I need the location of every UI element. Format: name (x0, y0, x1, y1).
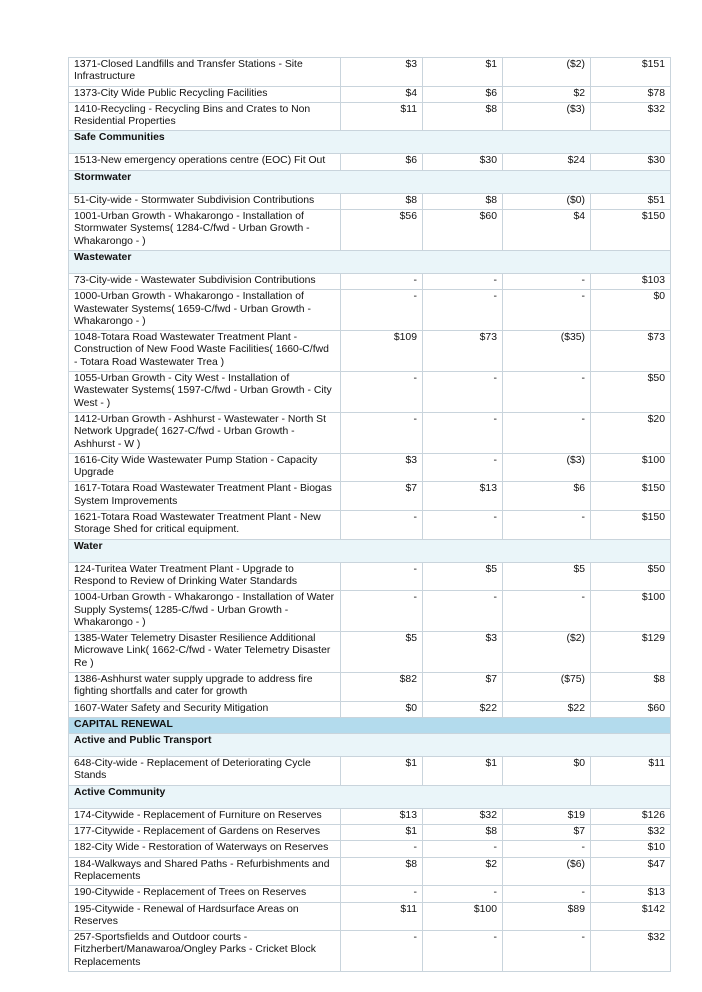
table-row (69, 453, 671, 482)
row-description: 1386-Ashhurst water supply upgrade to address fire fighting shortfalls and cater for growth (69, 672, 341, 701)
row-value-3: ($6) (503, 857, 591, 886)
row-value-2: $8 (423, 825, 503, 841)
table-row (69, 672, 671, 701)
row-description: 124-Turitea Water Treatment Plant - Upgrade to Respond to Review of Drinking Water Standards (69, 562, 341, 591)
row-value-4: $129 (591, 632, 671, 673)
group-title: Safe Communities (69, 131, 671, 154)
row-value-2: $73 (423, 331, 503, 372)
table-row (69, 841, 671, 857)
row-value-1: - (341, 591, 423, 632)
row-description: 1410-Recycling - Recycling Bins and Crates to Non Residential Properties (69, 102, 341, 131)
row-value-4: $150 (591, 210, 671, 251)
row-value-1: $3 (341, 453, 423, 482)
row-value-3: - (503, 886, 591, 902)
budget-table (68, 57, 671, 972)
row-value-3: - (503, 412, 591, 453)
table-row (69, 511, 671, 540)
row-value-4: $11 (591, 757, 671, 786)
row-value-3: ($2) (503, 632, 591, 673)
row-value-4: $47 (591, 857, 671, 886)
row-value-1: - (341, 841, 423, 857)
row-value-3: $24 (503, 154, 591, 170)
row-value-2: $60 (423, 210, 503, 251)
row-value-1: $82 (341, 672, 423, 701)
row-value-1: $11 (341, 902, 423, 931)
row-value-2: $8 (423, 102, 503, 131)
row-value-2: - (423, 290, 503, 331)
row-value-1: $13 (341, 808, 423, 824)
row-description: 182-City Wide - Restoration of Waterways on Reserves (69, 841, 341, 857)
row-value-1: - (341, 886, 423, 902)
row-value-2: $32 (423, 808, 503, 824)
row-value-4: $51 (591, 193, 671, 209)
row-value-3: - (503, 273, 591, 289)
group-title: Wastewater (69, 250, 671, 273)
section-title: CAPITAL RENEWAL (69, 717, 671, 733)
group-title: Stormwater (69, 170, 671, 193)
row-value-2: - (423, 931, 503, 972)
table-row (69, 290, 671, 331)
row-value-4: $32 (591, 102, 671, 131)
row-value-2: - (423, 453, 503, 482)
row-value-4: $78 (591, 86, 671, 102)
row-description: 1001-Urban Growth - Whakarongo - Installation of Stormwater Systems( 1284-C/fwd - Urban Growth - Whakarongo - ) (69, 210, 341, 251)
row-value-1: $6 (341, 154, 423, 170)
row-value-3: - (503, 290, 591, 331)
table-row (69, 902, 671, 931)
row-value-4: $10 (591, 841, 671, 857)
row-value-3: - (503, 511, 591, 540)
row-value-1: - (341, 290, 423, 331)
row-description: 1607-Water Safety and Security Mitigation (69, 701, 341, 717)
table-row (69, 701, 671, 717)
row-value-3: ($35) (503, 331, 591, 372)
table-row (69, 102, 671, 131)
row-description: 1412-Urban Growth - Ashhurst - Wastewater - North St Network Upgrade( 1627-C/fwd - Urban Growth - Ashhurst - W ) (69, 412, 341, 453)
row-value-2: - (423, 591, 503, 632)
row-value-3: $19 (503, 808, 591, 824)
row-value-4: $50 (591, 372, 671, 413)
table-row (69, 331, 671, 372)
group-title: Active and Public Transport (69, 734, 671, 757)
row-description: 184-Walkways and Shared Paths - Refurbishments and Replacements (69, 857, 341, 886)
row-value-1: $0 (341, 701, 423, 717)
row-value-4: $60 (591, 701, 671, 717)
row-value-1: $1 (341, 825, 423, 841)
row-value-4: $142 (591, 902, 671, 931)
table-row (69, 562, 671, 591)
row-value-3: - (503, 372, 591, 413)
group-title: Water (69, 539, 671, 562)
table-row (69, 757, 671, 786)
row-value-1: $4 (341, 86, 423, 102)
table-row (69, 154, 671, 170)
row-value-2: - (423, 372, 503, 413)
row-description: 195-Citywide - Renewal of Hardsurface Areas on Reserves (69, 902, 341, 931)
row-value-2: $8 (423, 193, 503, 209)
row-value-4: $32 (591, 931, 671, 972)
row-value-3: $89 (503, 902, 591, 931)
row-value-1: - (341, 562, 423, 591)
table-body (69, 58, 671, 972)
row-value-3: ($0) (503, 193, 591, 209)
table-row (69, 372, 671, 413)
row-value-3: ($75) (503, 672, 591, 701)
table-row (69, 886, 671, 902)
row-description: 1617-Totara Road Wastewater Treatment Plant - Biogas System Improvements (69, 482, 341, 511)
row-description: 1616-City Wide Wastewater Pump Station - Capacity Upgrade (69, 453, 341, 482)
group-header-row (69, 734, 671, 757)
row-description: 1513-New emergency operations centre (EOC) Fit Out (69, 154, 341, 170)
row-value-3: ($3) (503, 453, 591, 482)
row-description: 1621-Totara Road Wastewater Treatment Plant - New Storage Shed for critical equipment. (69, 511, 341, 540)
row-value-1: - (341, 511, 423, 540)
row-value-2: $7 (423, 672, 503, 701)
table-row (69, 210, 671, 251)
row-value-2: - (423, 412, 503, 453)
row-description: 1004-Urban Growth - Whakarongo - Installation of Water Supply Systems( 1285-C/fwd - Urban Growth - Whakarongo - ) (69, 591, 341, 632)
row-value-1: $56 (341, 210, 423, 251)
row-value-2: $22 (423, 701, 503, 717)
row-value-1: $1 (341, 757, 423, 786)
table-row (69, 591, 671, 632)
row-description: 1371-Closed Landfills and Transfer Stations - Site Infrastructure (69, 58, 341, 87)
table-row (69, 931, 671, 972)
row-description: 1000-Urban Growth - Whakarongo - Installation of Wastewater Systems( 1659-C/fwd - Urban Growth - Whakarongo - ) (69, 290, 341, 331)
group-header-row (69, 170, 671, 193)
row-value-2: - (423, 511, 503, 540)
row-value-3: $0 (503, 757, 591, 786)
row-description: 73-City-wide - Wastewater Subdivision Contributions (69, 273, 341, 289)
row-value-2: $2 (423, 857, 503, 886)
group-header-row (69, 785, 671, 808)
row-value-3: $5 (503, 562, 591, 591)
row-value-4: $50 (591, 562, 671, 591)
row-value-4: $150 (591, 511, 671, 540)
row-value-1: $8 (341, 857, 423, 886)
row-value-2: - (423, 273, 503, 289)
row-value-3: $22 (503, 701, 591, 717)
row-value-4: $20 (591, 412, 671, 453)
group-header-row (69, 131, 671, 154)
row-value-3: $4 (503, 210, 591, 251)
row-value-1: $11 (341, 102, 423, 131)
row-value-4: $151 (591, 58, 671, 87)
row-value-4: $100 (591, 591, 671, 632)
row-value-2: $5 (423, 562, 503, 591)
table-row (69, 412, 671, 453)
table-row (69, 86, 671, 102)
section-header-row (69, 717, 671, 733)
row-value-2: $1 (423, 58, 503, 87)
row-value-3: $2 (503, 86, 591, 102)
row-value-3: ($3) (503, 102, 591, 131)
table-row (69, 482, 671, 511)
row-value-2: - (423, 841, 503, 857)
row-value-2: $30 (423, 154, 503, 170)
row-value-1: - (341, 273, 423, 289)
row-value-1: - (341, 372, 423, 413)
row-description: 1373-City Wide Public Recycling Facilities (69, 86, 341, 102)
table-row (69, 58, 671, 87)
row-value-3: ($2) (503, 58, 591, 87)
row-description: 177-Citywide - Replacement of Gardens on Reserves (69, 825, 341, 841)
row-value-1: $7 (341, 482, 423, 511)
row-value-4: $73 (591, 331, 671, 372)
table-row (69, 857, 671, 886)
row-value-4: $126 (591, 808, 671, 824)
row-value-2: $13 (423, 482, 503, 511)
row-value-1: $8 (341, 193, 423, 209)
row-value-1: $5 (341, 632, 423, 673)
row-value-4: $32 (591, 825, 671, 841)
group-header-row (69, 250, 671, 273)
row-value-3: - (503, 591, 591, 632)
row-description: 1055-Urban Growth - City West - Installation of Wastewater Systems( 1597-C/fwd - Urban Growth - City West - ) (69, 372, 341, 413)
row-value-4: $103 (591, 273, 671, 289)
row-value-1: - (341, 412, 423, 453)
row-value-4: $30 (591, 154, 671, 170)
row-description: 174-Citywide - Replacement of Furniture on Reserves (69, 808, 341, 824)
row-description: 1385-Water Telemetry Disaster Resilience Additional Microwave Link( 1662-C/fwd - Water Telemetry Disaster Re ) (69, 632, 341, 673)
row-value-2: $1 (423, 757, 503, 786)
row-value-1: $109 (341, 331, 423, 372)
row-value-2: $3 (423, 632, 503, 673)
row-value-4: $100 (591, 453, 671, 482)
row-value-3: - (503, 841, 591, 857)
table-row (69, 273, 671, 289)
group-title: Active Community (69, 785, 671, 808)
row-value-4: $13 (591, 886, 671, 902)
row-value-2: $6 (423, 86, 503, 102)
row-value-4: $150 (591, 482, 671, 511)
row-value-2: $100 (423, 902, 503, 931)
row-description: 190-Citywide - Replacement of Trees on Reserves (69, 886, 341, 902)
row-value-3: $7 (503, 825, 591, 841)
row-value-1: $3 (341, 58, 423, 87)
row-description: 51-City-wide - Stormwater Subdivision Contributions (69, 193, 341, 209)
group-header-row (69, 539, 671, 562)
table-row (69, 825, 671, 841)
row-description: 1048-Totara Road Wastewater Treatment Plant - Construction of New Food Waste Facilities( 1660-C/fwd - Totara Road Wastewater Trea ) (69, 331, 341, 372)
row-value-1: - (341, 931, 423, 972)
row-value-3: $6 (503, 482, 591, 511)
row-description: 648-City-wide - Replacement of Deteriorating Cycle Stands (69, 757, 341, 786)
row-value-4: $8 (591, 672, 671, 701)
table-row (69, 193, 671, 209)
row-description: 257-Sportsfields and Outdoor courts - Fitzherbert/Manawaroa/Ongley Parks - Cricket Block Replacements (69, 931, 341, 972)
row-value-4: $0 (591, 290, 671, 331)
row-value-2: - (423, 886, 503, 902)
table-row (69, 632, 671, 673)
table-row (69, 808, 671, 824)
row-value-3: - (503, 931, 591, 972)
